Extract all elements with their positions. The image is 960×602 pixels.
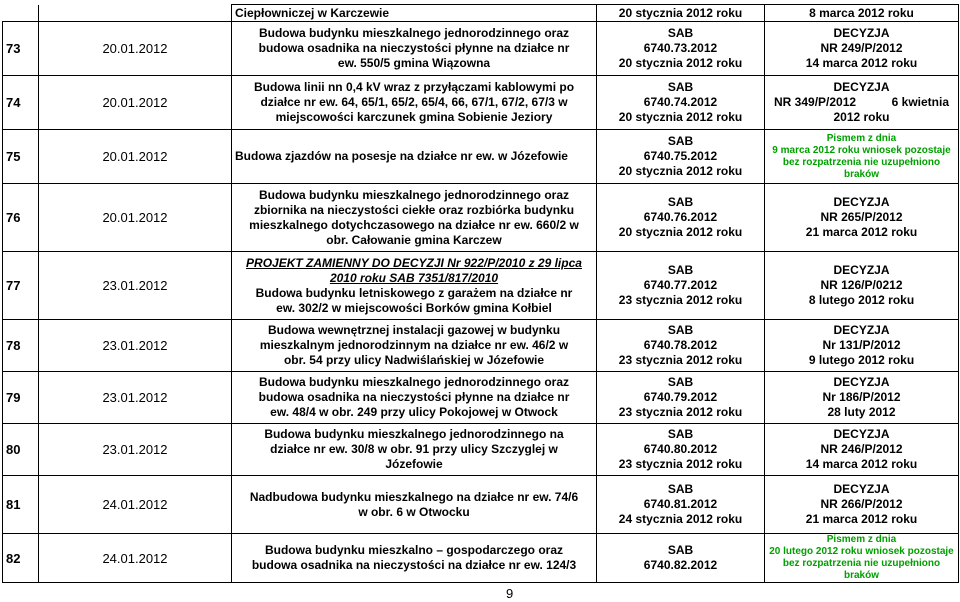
entry-date: 20.01.2012 (39, 130, 232, 184)
entry-number: 81 (3, 476, 39, 534)
entry-description (232, 372, 597, 424)
signature-line: 6740.80.2012 (643, 442, 718, 456)
description-line: ew. 48/4 w obr. 249 przy ulicy Pokojowej w Otwock (270, 405, 558, 419)
case-signature (597, 22, 765, 76)
entry-description (232, 184, 597, 252)
description-line: zbiornika na nieczystości ciekłe oraz rozbiórka budynku (253, 202, 575, 217)
decision (765, 320, 959, 372)
table-row (3, 534, 959, 583)
entry-description (232, 424, 597, 476)
description-line: mieszkalnym jednorodzinnym na działce nr ew. 46/2 w (259, 338, 569, 352)
entry-date: 20.01.2012 (39, 184, 232, 252)
decision-line: 21 marca 2012 roku (805, 225, 918, 239)
description-line: obr. 54 przy ulicy Nadwiślańskiej w Józefowie (283, 353, 545, 367)
note-line: 20 lutego 2012 roku wniosek pozostaje (769, 546, 954, 557)
table-row (3, 476, 959, 534)
table-row (3, 372, 959, 424)
signature-line: SAB (667, 26, 694, 40)
entry-description (232, 76, 597, 130)
case-signature (597, 252, 765, 320)
decision-line: 14 marca 2012 roku (805, 457, 918, 471)
decision-line: DECYZJA (833, 323, 890, 337)
decision (765, 76, 959, 130)
note-line: 9 marca 2012 roku wniosek pozostaje (772, 144, 951, 156)
decision (765, 252, 959, 320)
note-line: bez rozpatrzenia nie uzupełniono braków (782, 558, 941, 581)
entry-description (232, 320, 597, 372)
description-line: budowa osadnika na nieczystości płynne na działce nr (258, 41, 570, 55)
decision-date: 6 kwietnia (891, 95, 949, 109)
signature-line: 6740.81.2012 (643, 497, 718, 511)
decision-number: NR 349/P/2012 (774, 95, 857, 109)
signature-line: 20 stycznia 2012 roku (618, 164, 743, 178)
entry-number: 78 (3, 320, 39, 372)
signature-line: 6740.73.2012 (643, 41, 718, 55)
table-row (3, 424, 959, 476)
case-signature (597, 372, 765, 424)
decision-line: NR 126/P/0212 (820, 278, 903, 292)
description-line: Budowa budynku mieszkalnego jednorodzinnego na (264, 427, 564, 441)
decision (765, 476, 959, 534)
table-row (3, 22, 959, 76)
note-line: Pismem z dnia (826, 534, 897, 545)
decision-line: 8 lutego 2012 roku (808, 293, 915, 307)
table-row (3, 130, 959, 184)
signature-line: SAB (667, 427, 694, 441)
decision-line: DECYZJA (833, 427, 890, 441)
decision-line: DECYZJA (833, 26, 890, 40)
header-date-received: 20 stycznia 2012 roku (597, 5, 765, 22)
signature-line: 6740.79.2012 (643, 390, 718, 404)
decision-line (768, 95, 955, 110)
signature-line: 23 stycznia 2012 roku (618, 405, 743, 419)
description-line: ew. 302/2 w miejscowości Borków gmina Kołbiel (276, 300, 552, 315)
header-cell-empty (39, 5, 232, 22)
decision-line: NR 246/P/2012 (820, 442, 903, 456)
table-row (3, 320, 959, 372)
decision-line: Nr 131/P/2012 (822, 338, 901, 352)
decision-line: Nr 186/P/2012 (822, 390, 901, 404)
case-signature (597, 476, 765, 534)
decision-line: 21 marca 2012 roku (805, 512, 918, 526)
table-row (3, 252, 959, 320)
entry-number: 73 (3, 22, 39, 76)
signature-line: 23 stycznia 2012 roku (618, 457, 743, 471)
decision-line: DECYZJA (833, 263, 890, 277)
register-table (2, 4, 959, 583)
entry-description (232, 252, 597, 320)
decision-line: 28 luty 2012 (827, 405, 896, 419)
description-line: w obr. 6 w Otwocku (358, 504, 470, 519)
description-line: budowa osadnika na nieczystości płynne na działce nr (258, 390, 570, 404)
signature-line: 24 stycznia 2012 roku (618, 512, 743, 526)
decision-note (765, 534, 959, 583)
decision-line: DECYZJA (833, 482, 890, 496)
description-line: Budowa budynku mieszkalnego jednorodzinnego oraz (258, 375, 570, 389)
description-line: budowa osadnika na nieczystości na działce nr ew. 124/3 (251, 558, 577, 572)
case-signature (597, 130, 765, 184)
description-line: obr. Całowanie gmina Karczew (326, 232, 502, 247)
case-signature (597, 534, 765, 583)
entry-date: 23.01.2012 (39, 320, 232, 372)
entry-number: 80 (3, 424, 39, 476)
replacement-project-line: 2010 roku SAB 7351/817/2010 (329, 270, 499, 285)
header-cell-empty (3, 5, 39, 22)
signature-line: SAB (667, 195, 694, 209)
signature-line: 20 stycznia 2012 roku (618, 225, 743, 239)
decision-line: NR 265/P/2012 (820, 210, 903, 224)
entry-number: 79 (3, 372, 39, 424)
entry-number: 76 (3, 184, 39, 252)
signature-line: 6740.74.2012 (643, 95, 718, 109)
decision-line: 9 lutego 2012 roku (808, 353, 915, 367)
entry-description (232, 534, 597, 583)
signature-line: SAB (667, 263, 694, 277)
table-row (3, 76, 959, 130)
entry-date: 20.01.2012 (39, 22, 232, 76)
signature-line: 6740.75.2012 (643, 149, 718, 163)
entry-date: 24.01.2012 (39, 534, 232, 583)
signature-line: SAB (667, 323, 694, 337)
decision (765, 372, 959, 424)
signature-line: SAB (667, 375, 694, 389)
description-line: Budowa linii nn 0,4 kV wraz z przyłączami kablowymi po (253, 80, 575, 94)
decision-note (765, 130, 959, 184)
decision-line: 2012 roku (833, 110, 890, 124)
description-line: Budowa budynku mieszkalnego jednorodzinnego oraz (258, 26, 570, 40)
description-line: ew. 550/5 gmina Wiązowna (337, 56, 491, 70)
description-line: mieszkalnego dotychczasowego na działce nr ew. 660/2 w (249, 217, 579, 232)
signature-line: 6740.78.2012 (643, 338, 718, 352)
description-line: Budowa budynku letniskowego z garażem na działce nr (255, 285, 573, 300)
decision-line: DECYZJA (833, 375, 890, 389)
decision-line: DECYZJA (833, 195, 890, 209)
entry-date: 24.01.2012 (39, 476, 232, 534)
entry-number: 74 (3, 76, 39, 130)
decision (765, 424, 959, 476)
description-line: działce nr ew. 64, 65/1, 65/2, 65/4, 66, 67/1, 67/2, 67/3 w (260, 95, 568, 109)
entry-description (232, 130, 597, 184)
description-line: Budowa budynku mieszkalno – gospodarczego oraz (264, 543, 564, 557)
header-date-decision: 8 marca 2012 roku (765, 5, 959, 22)
signature-line: 23 stycznia 2012 roku (618, 293, 743, 307)
signature-line: 6740.77.2012 (643, 278, 718, 292)
description-line: Józefowie (385, 457, 443, 471)
description-line: Budowa wewnętrznej instalacji gazowej w budynku (267, 323, 561, 337)
description-line: działce nr ew. 30/8 w obr. 91 przy ulicy Szczyglej w (270, 442, 558, 456)
signature-line: SAB (667, 482, 694, 496)
decision-line: NR 266/P/2012 (820, 497, 903, 511)
entry-date: 23.01.2012 (39, 372, 232, 424)
signature-line: 20 stycznia 2012 roku (618, 110, 743, 124)
decision-line: NR 249/P/2012 (820, 41, 903, 55)
description-line: Budowa budynku mieszkalnego jednorodzinnego oraz (258, 187, 570, 202)
case-signature (597, 424, 765, 476)
description-line: miejscowości karczunek gmina Sobienie Jeziory (275, 110, 553, 124)
entry-description (232, 476, 597, 534)
decision-line: 14 marca 2012 roku (805, 56, 918, 70)
entry-description (232, 22, 597, 76)
description-line: Nadbudowa budynku mieszkalnego na działce nr ew. 74/6 (249, 489, 579, 504)
case-signature (597, 76, 765, 130)
page-number: 9 (506, 586, 514, 601)
signature-line: 6740.76.2012 (643, 210, 718, 224)
decision-line: DECYZJA (833, 80, 890, 94)
entry-date: 23.01.2012 (39, 252, 232, 320)
signature-line: 23 stycznia 2012 roku (618, 353, 743, 367)
decision (765, 184, 959, 252)
decision (765, 22, 959, 76)
entry-number: 82 (3, 534, 39, 583)
case-signature (597, 320, 765, 372)
header-continuation: Ciepłowniczej w Karczewie (232, 5, 597, 22)
signature-line: SAB (667, 543, 694, 557)
signature-line: SAB (667, 134, 694, 148)
signature-line: 20 stycznia 2012 roku (618, 56, 743, 70)
signature-line: SAB (667, 80, 694, 94)
entry-date: 20.01.2012 (39, 76, 232, 130)
table-row (3, 184, 959, 252)
replacement-project-line: PROJEKT ZAMIENNY DO DECYZJI Nr 922/P/2010 z 29 lipca (246, 255, 582, 270)
signature-line: 6740.82.2012 (643, 558, 718, 572)
entry-number: 75 (3, 130, 39, 184)
description-line: Budowa zjazdów na posesje na działce nr ew. w Józefowie (235, 149, 568, 163)
note-line: bez rozpatrzenia nie uzupełniono braków (782, 156, 941, 180)
case-signature (597, 184, 765, 252)
header-row (3, 5, 959, 22)
entry-number: 77 (3, 252, 39, 320)
note-line: Pismem z dnia (826, 132, 897, 144)
entry-date: 23.01.2012 (39, 424, 232, 476)
